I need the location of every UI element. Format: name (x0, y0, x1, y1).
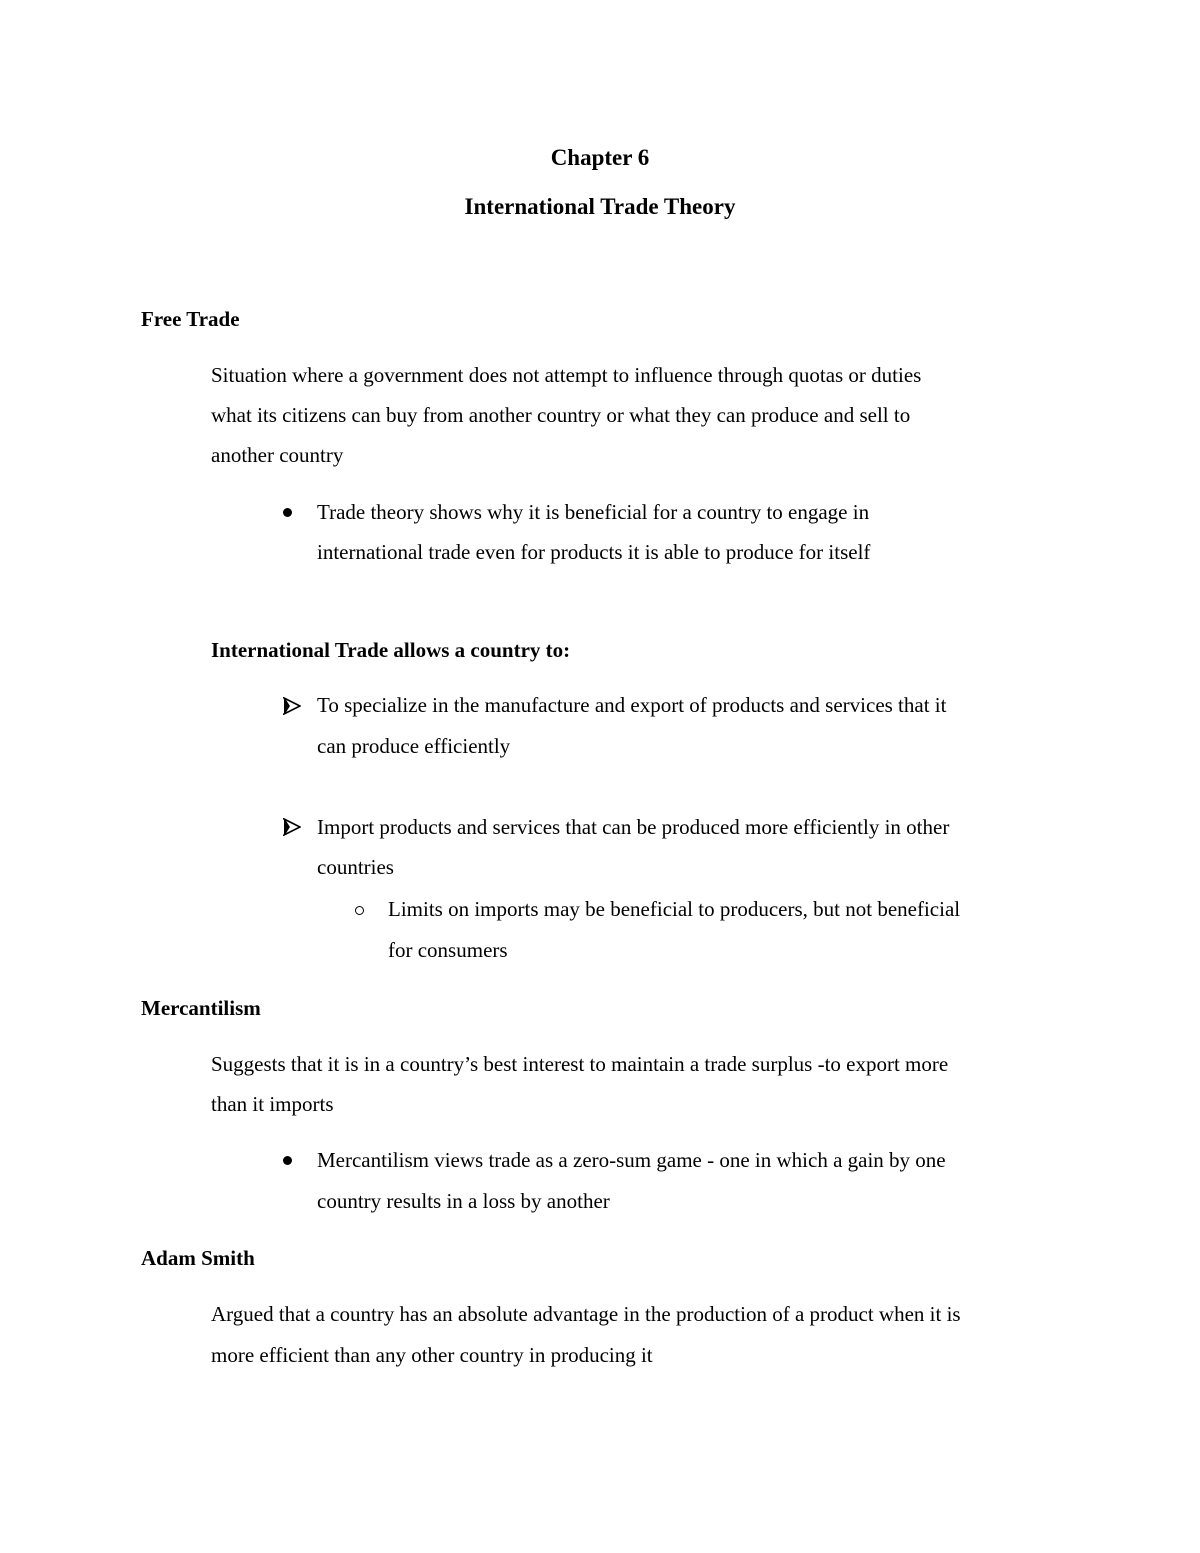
free-trade-definition-line-2: what its citizens can buy from another country or what they can produce and sell to (211, 403, 911, 427)
free-trade-bullet-line-1: Trade theory shows why it is beneficial for a country to engage in (317, 500, 870, 524)
sub-item-line-1: Limits on imports may be beneficial to producers, but not beneficial (388, 897, 961, 921)
adam-smith-definition-line-1: Argued that a country has an absolute advantage in the production of a product when it is (211, 1302, 961, 1326)
free-trade-bullet-line-2: international trade even for products it is able to produce for itself (317, 540, 871, 564)
mercantilism-heading: Mercantilism (141, 996, 261, 1020)
arrow-bullet-icon (283, 697, 301, 715)
bullet-dot-icon (283, 1156, 292, 1165)
adam-smith-heading: Adam Smith (141, 1246, 255, 1270)
free-trade-definition-line-1: Situation where a government does not attempt to influence through quotas or duties (211, 363, 922, 387)
adam-smith-definition-line-2: more efficient than any other country in producing it (211, 1343, 653, 1367)
bullet-dot-icon (283, 508, 292, 517)
chapter-number: Chapter 6 (550, 145, 650, 170)
international-trade-heading: International Trade allows a country to: (211, 638, 571, 662)
free-trade-heading: Free Trade (141, 307, 240, 331)
mercantilism-bullet-line-2: country results in a loss by another (317, 1189, 610, 1213)
free-trade-definition-line-3: another country (211, 443, 344, 467)
sub-bullet-circle-icon (355, 906, 364, 915)
mercantilism-bullet-line-1: Mercantilism views trade as a zero-sum game - one in which a gain by one (317, 1148, 946, 1172)
arrow-item-2-line-1: Import products and services that can be produced more efficiently in other (317, 815, 950, 839)
arrow-item-1-line-1: To specialize in the manufacture and export of products and services that it (317, 693, 947, 717)
chapter-title: International Trade Theory (464, 194, 736, 219)
mercantilism-definition-line-1: Suggests that it is in a country’s best interest to maintain a trade surplus -to export more (211, 1052, 949, 1076)
arrow-item-1-line-2: can produce efficiently (317, 734, 511, 758)
mercantilism-definition-line-2: than it imports (211, 1092, 334, 1116)
arrow-bullet-icon (283, 818, 301, 836)
sub-item-line-2: for consumers (388, 938, 508, 962)
arrow-item-2-line-2: countries (317, 855, 394, 879)
